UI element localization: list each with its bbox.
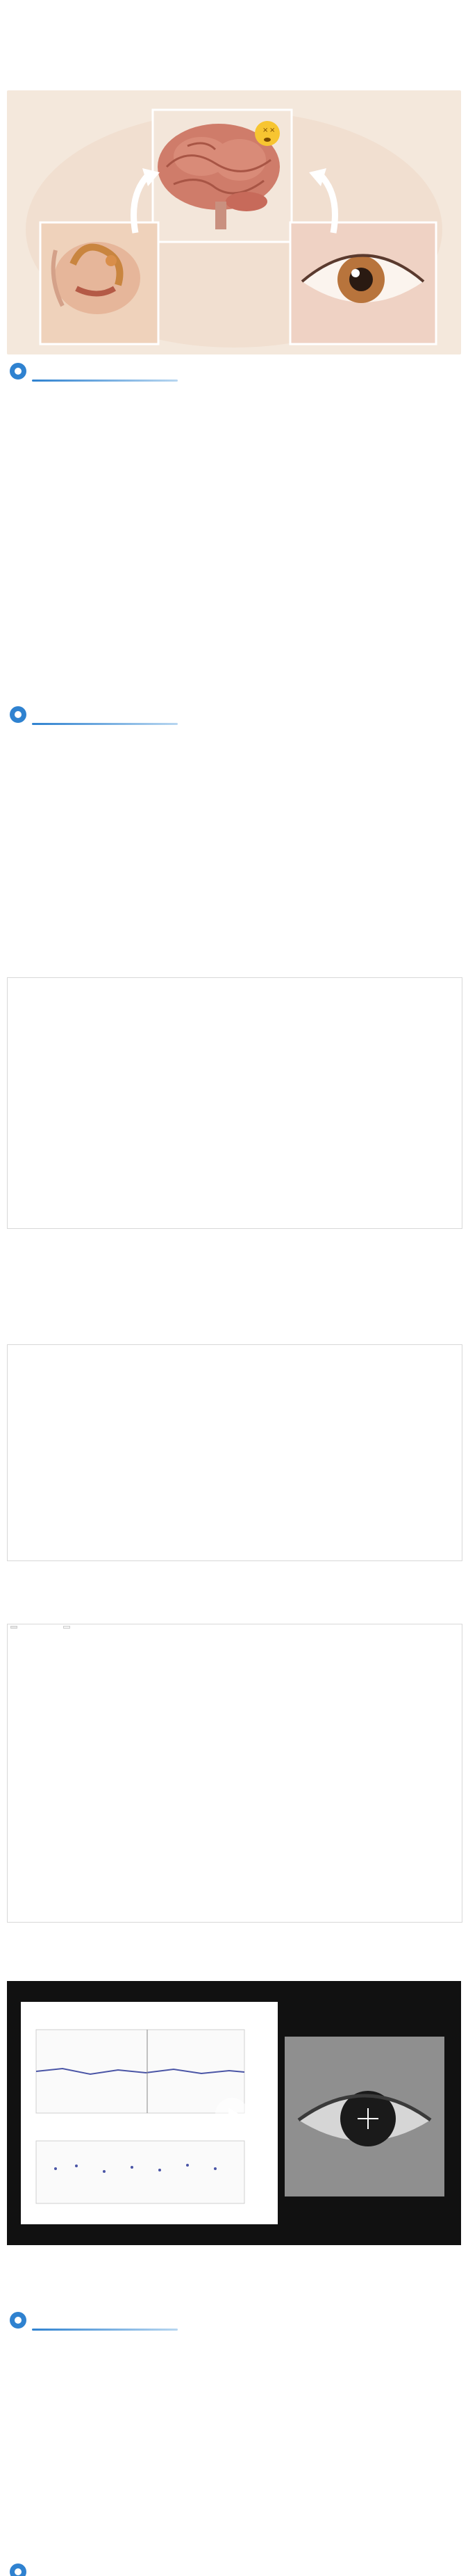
story-paragraph (8, 416, 460, 602)
story-question (8, 652, 460, 673)
section-underline (32, 380, 178, 382)
tab-summary[interactable] (63, 1626, 70, 1629)
criteria-item (28, 2481, 458, 2502)
criteria-item (28, 2522, 458, 2542)
hero-illustration (7, 90, 461, 354)
criteria-list (8, 2441, 460, 2542)
play-button[interactable] (215, 2098, 249, 2131)
fig3-caption (8, 1925, 460, 1960)
play-icon (215, 2098, 249, 2131)
section-heading-reveal (4, 701, 462, 728)
reveal-paragraph-1 (8, 759, 460, 856)
fig1-caption (8, 1232, 460, 1283)
section-bullet-icon (10, 363, 26, 380)
svg-text:×: × (269, 127, 276, 134)
eye-camera-view (285, 2037, 444, 2196)
svg-text:×: × (262, 127, 269, 134)
fig4-caption (8, 2258, 460, 2274)
disease-paragraph (8, 2362, 460, 2440)
eye-closeup-icon (285, 2037, 444, 2196)
velocity-step-screenshot (7, 1344, 462, 1561)
velocity-step-plot (8, 1345, 462, 1560)
reveal-paragraph-2 (8, 876, 460, 934)
tab-velocity-plots[interactable] (10, 1626, 17, 1629)
section-bullet-icon (10, 2312, 26, 2329)
vhit-screenshot (7, 1624, 462, 1923)
criteria-item (28, 2461, 458, 2481)
section-heading-disease (4, 2306, 462, 2334)
section-underline (32, 723, 178, 725)
section-bullet-icon (10, 706, 26, 723)
sha-waveform-panels (8, 978, 462, 1228)
section-heading-story (4, 357, 462, 385)
section-bullet-icon (10, 2563, 26, 2576)
section-heading-treatment (4, 2558, 462, 2576)
criteria-item (28, 2441, 458, 2461)
sha-test-screenshot (7, 977, 462, 1229)
test-video-frame (7, 1981, 461, 2245)
criteria-item (28, 2502, 458, 2522)
intro-paragraph (8, 1, 460, 79)
hero-diagram (7, 90, 461, 354)
vhit-plots (8, 1624, 462, 1922)
section-underline (32, 2329, 178, 2331)
fig2-caption (8, 1564, 460, 1599)
